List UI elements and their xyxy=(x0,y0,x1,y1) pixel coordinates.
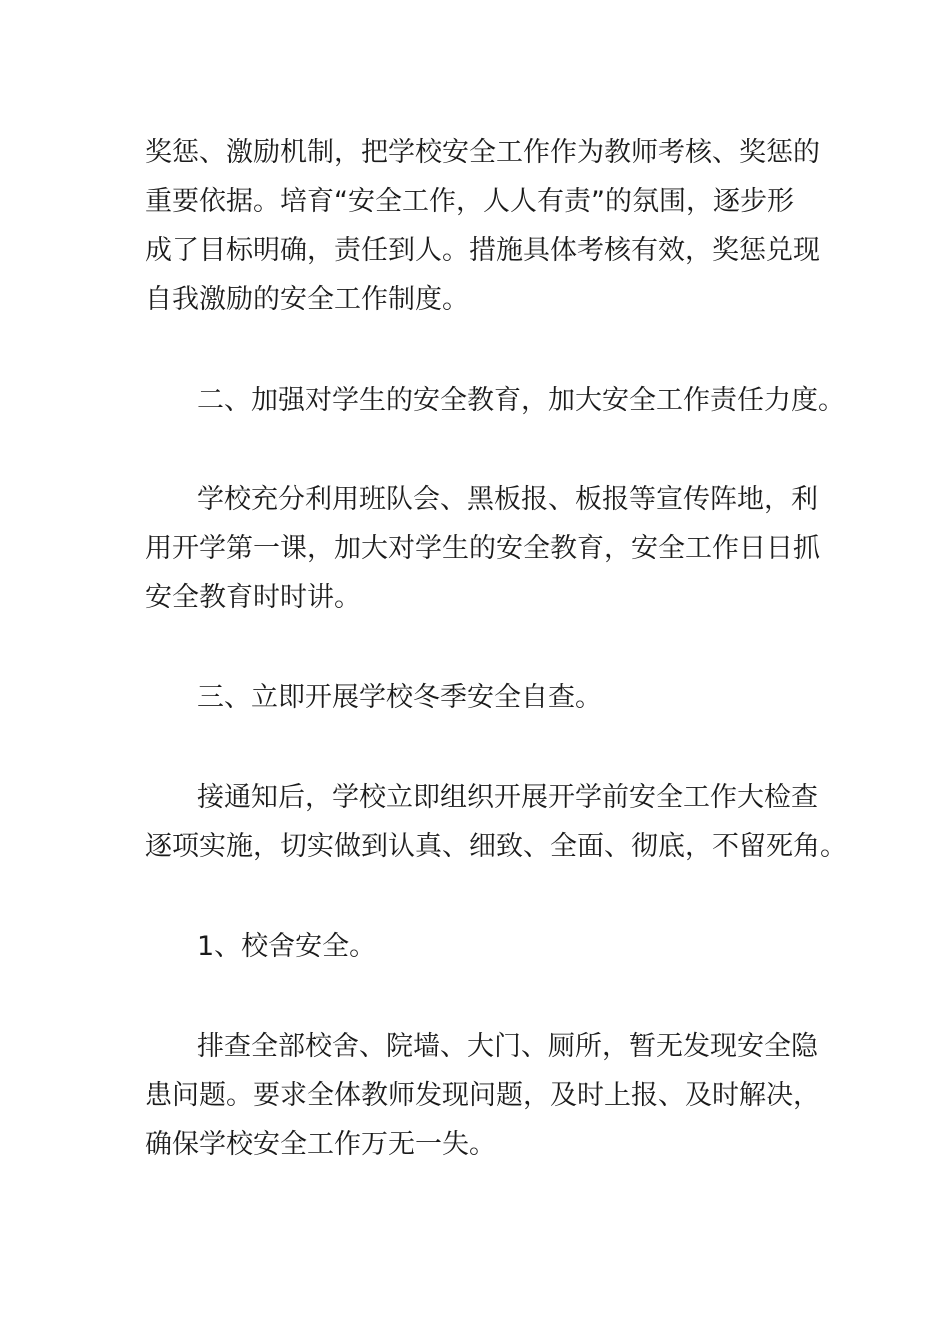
heading-line: 二、加强对学生的安全教育，加大安全工作责任力度。 xyxy=(197,385,845,416)
paragraph-safety-education xyxy=(145,475,820,622)
paragraph-line: 患问题。要求全体教师发现问题，及时上报、及时解决， xyxy=(145,1080,820,1111)
paragraph-line: 逐项实施，切实做到认真、细致、全面、彻底，不留死角。 xyxy=(145,831,847,862)
paragraph-incentive-mechanism xyxy=(145,128,820,324)
section-heading-three xyxy=(145,673,815,722)
paragraph-building-check xyxy=(145,1022,820,1169)
paragraph-inspection xyxy=(145,773,847,871)
heading-line: 1、校舍安全。 xyxy=(197,931,377,962)
paragraph-line: 重要依据。培育“安全工作，人人有责”的氛围，逐步形 xyxy=(145,186,794,217)
paragraph-line: 排查全部校舍、院墙、大门、厕所，暂无发现安全隐 xyxy=(197,1031,818,1062)
paragraph-line: 学校充分利用班队会、黑板报、板报等宣传阵地，利 xyxy=(197,484,818,515)
section-heading-two xyxy=(145,376,845,425)
paragraph-line: 自我激励的安全工作制度。 xyxy=(145,284,469,315)
paragraph-line: 用开学第一课，加大对学生的安全教育，安全工作日日抓 xyxy=(145,533,820,564)
paragraph-line: 成了目标明确，责任到人。措施具体考核有效，奖惩兑现 xyxy=(145,235,820,266)
subheading-building-safety xyxy=(145,922,815,971)
paragraph-line: 确保学校安全工作万无一失。 xyxy=(145,1129,496,1160)
paragraph-line: 安全教育时时讲。 xyxy=(145,582,361,613)
paragraph-line: 奖惩、激励机制，把学校安全工作作为教师考核、奖惩的 xyxy=(145,137,820,168)
heading-line: 三、立即开展学校冬季安全自查。 xyxy=(197,682,602,713)
paragraph-line: 接通知后，学校立即组织开展开学前安全工作大检查 xyxy=(197,782,818,813)
